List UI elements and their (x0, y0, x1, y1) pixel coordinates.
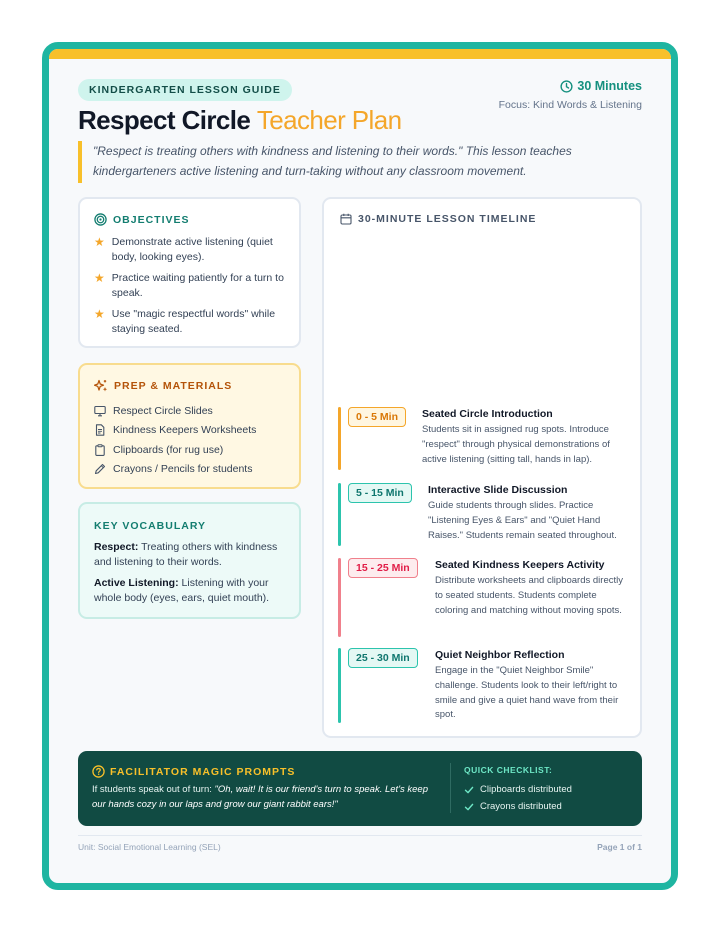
timeline-entry-title: Seated Circle Introduction (422, 408, 553, 420)
objectives-card (78, 197, 301, 348)
lesson-quote: "Respect is treating others with kindness and listening to their words." This lesson teaches kindergarteners active listening and turn-taking without any classroom movement. (78, 141, 638, 183)
timeline-line (338, 407, 341, 470)
material-label: Crayons / Pencils for students (113, 463, 253, 476)
checklist-item (464, 798, 572, 815)
objective-item (94, 307, 288, 337)
checklist-label: Clipboards distributed (480, 784, 572, 795)
clock-icon (560, 80, 573, 93)
vocab-term (94, 540, 288, 570)
facilitator-prompts-card (78, 751, 642, 826)
star-icon: ★ (94, 235, 105, 249)
material-item (94, 440, 256, 460)
focus-label: Focus: Kind Words & Listening (498, 99, 642, 111)
materials-list (94, 401, 256, 479)
timeline-card (322, 197, 642, 738)
timeline-entry-desc: Students sit in assigned rug spots. Introduce "respect" through physical demonstrations of active listening (sitting tall, hands in lap). (422, 424, 610, 465)
timeline-entry-desc: Engage in the "Quiet Neighbor Smile" challenge. Students look to their left/right to smile and give a quiet hand wave from their spot. (435, 665, 619, 721)
monitor-icon (94, 405, 106, 417)
footer-unit: Unit: Social Emotional Learning (SEL) (78, 842, 221, 852)
footer-page-number: Page 1 of 1 (597, 842, 642, 852)
vocab-definition: Listening with your whole body (eyes, ears, quiet mouth). (94, 577, 270, 604)
objective-item (94, 271, 288, 301)
timeline-line (338, 648, 341, 723)
material-item (94, 421, 256, 441)
material-label: Respect Circle Slides (113, 404, 213, 417)
timeline-entry-title: Seated Kindness Keepers Activity (435, 559, 605, 571)
timeline-line (338, 558, 341, 637)
prep-heading (94, 379, 232, 393)
vocabulary-heading (94, 520, 206, 532)
check-icon (464, 785, 474, 795)
facilitator-heading (92, 765, 295, 778)
check-icon (464, 802, 474, 812)
checklist-item (464, 781, 572, 798)
lesson-guide-badge: KINDERGARTEN LESSON GUIDE (78, 79, 292, 101)
timeline-heading (340, 213, 536, 225)
vocabulary-card (78, 502, 301, 619)
objective-item (94, 235, 288, 265)
quick-checklist (464, 781, 572, 815)
timeline-entry-desc: Distribute worksheets and clipboards directly to seated students. Students complete coloring and matching without moving spots. (435, 575, 623, 616)
timeline-time-chip: 5 - 15 Min (348, 483, 412, 503)
objectives-heading-text: OBJECTIVES (113, 213, 190, 226)
title-main: Respect Circle (78, 105, 251, 135)
material-item (94, 460, 256, 480)
timeline-entry-title: Interactive Slide Discussion (428, 484, 568, 496)
lesson-plan-page (42, 42, 678, 890)
clipboard-icon (94, 444, 106, 456)
help-circle-icon (92, 765, 105, 778)
timeline-heading-text: 30-MINUTE LESSON TIMELINE (358, 213, 537, 225)
duration-text: 30 Minutes (577, 79, 642, 93)
page-title (78, 105, 401, 136)
divider (450, 763, 451, 813)
timeline-line (338, 483, 341, 546)
target-icon (94, 213, 107, 226)
timeline-time-chip: 15 - 25 Min (348, 558, 418, 578)
calendar-icon (340, 213, 352, 225)
facilitator-prompt (92, 782, 442, 812)
objectives-heading (94, 213, 190, 226)
pencil-icon (94, 463, 106, 475)
objective-text: Use "magic respectful words" while staying seated. (111, 308, 276, 335)
vocab-term-name: Active Listening: (94, 577, 179, 589)
objectives-list (94, 235, 288, 343)
vocabulary-heading-text: KEY VOCABULARY (94, 520, 207, 532)
document-icon (94, 424, 106, 436)
objective-text: Demonstrate active listening (quiet body, looking eyes). (111, 236, 273, 263)
sparkles-icon (94, 379, 108, 393)
material-label: Clipboards (for rug use) (113, 443, 224, 456)
timeline-time-chip: 0 - 5 Min (348, 407, 406, 427)
prep-materials-card (78, 363, 301, 489)
star-icon: ★ (94, 271, 105, 285)
timeline-time-chip: 25 - 30 Min (348, 648, 418, 668)
vocab-term-name: Respect: (94, 541, 139, 553)
timeline-entry (338, 558, 630, 637)
title-accent: Teacher Plan (256, 105, 402, 135)
vocabulary-list (94, 540, 288, 612)
star-icon: ★ (94, 307, 105, 321)
checklist-label: Crayons distributed (480, 801, 562, 812)
facilitator-heading-text: FACILITATOR MAGIC PROMPTS (110, 765, 296, 778)
vocab-definition: Treating others with kindness and listening to their words. (94, 541, 278, 568)
prep-heading-text: PREP & MATERIALS (114, 380, 233, 392)
checklist-heading: QUICK CHECKLIST: (464, 765, 553, 775)
timeline-entry (338, 483, 630, 546)
objective-text: Practice waiting patiently for a turn to speak. (111, 272, 284, 299)
timeline-entry (338, 407, 630, 470)
timeline-entry-desc: Guide students through slides. Practice "Listening Eyes & Ears" and "Quiet Hand Raises." Students remain seated throughout. (428, 500, 617, 541)
prompt-lead: If students speak out of turn: (92, 784, 212, 795)
footer-rule (78, 835, 642, 836)
duration-label (560, 79, 642, 93)
top-accent-bar (49, 49, 671, 59)
vocab-term (94, 576, 288, 606)
material-item (94, 401, 256, 421)
material-label: Kindness Keepers Worksheets (113, 424, 257, 437)
timeline-entry (338, 648, 630, 723)
prompt-quote: "Oh, wait! It is our friend's turn to speak. Let's keep our hands cozy in our laps and grow our giant rabbit ears!" (92, 784, 428, 810)
timeline-entry-title: Quiet Neighbor Reflection (435, 649, 565, 661)
